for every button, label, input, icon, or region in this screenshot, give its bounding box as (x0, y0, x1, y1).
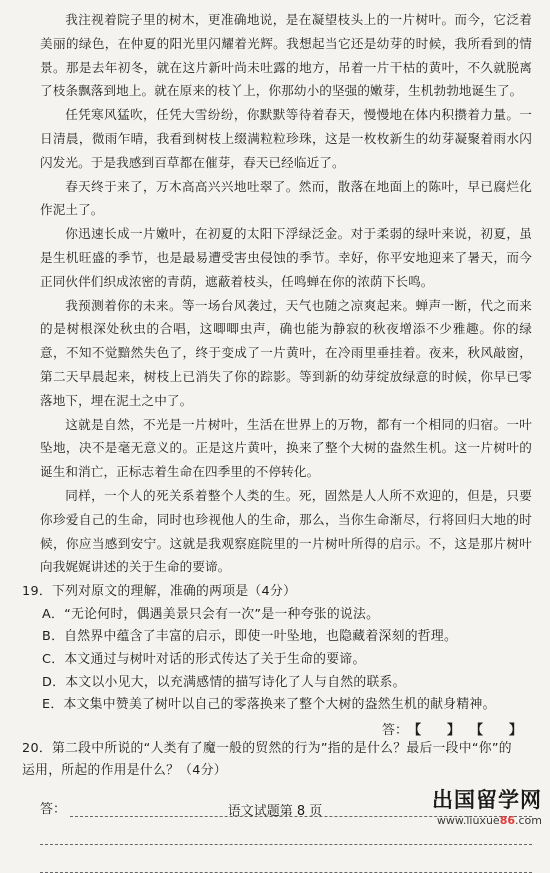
watermark-url: www.liuxue86.com (436, 814, 542, 827)
answer-bracket-2[interactable]: 【 】 (470, 722, 523, 738)
answer-label: 答： (40, 801, 67, 817)
site-watermark (432, 784, 542, 827)
question-19-answer (40, 719, 532, 738)
option-d: D．本文以小见大，以充满感情的描写诗化了人与自然的联系。 (42, 674, 406, 690)
passage-paragraph: 任凭寒风猛吹，任凭大雪纷纷，你默默等待着春天，慢慢地在体内积攒着力量。一日清晨，微雨乍晴，我看到树枝上缀满粒粒珍珠，这是一枚枚新生的幼芽凝聚着雨水闪闪发光。于是我感到百草都在催芽，春天已经临近了。 (40, 107, 532, 170)
question-20-stem: 20．第二段中所说的“人类有了魔一般的贸然的行为”指的是什么？最后一段中“你”的运用，所起的作用是什么？（4分） (22, 740, 512, 779)
answer-bracket-1[interactable]: 【 】 (408, 722, 461, 738)
passage-paragraph: 我预测着你的未来。等一场台风袭过，天气也随之凉爽起来。蝉声一断，代之而来的是树根深处秋虫的合唱，这唧唧虫声，确也能为静寂的秋夜增添不少雅趣。你的绿意，不知不觉黯然失色了，终于变成了一片黄叶，在冷雨里垂挂着。夜来，秋风敲窗，第二天早晨起来，树枝上已消失了你的踪影。等到新的幼芽绽放绿意的时候，你早已零落地下，埋在泥土之中了。 (40, 297, 532, 408)
passage-paragraph: 春天终于来了，万木高高兴兴地吐翠了。然而，散落在地面上的陈叶，早已腐烂化作泥土了。 (40, 178, 532, 218)
answer-line-row (40, 845, 532, 873)
answer-label: 答： (381, 722, 408, 738)
answer-line[interactable] (40, 843, 532, 845)
option-a: A．“无论何时，偶遇美景只会有一次”是一种夸张的说法。 (42, 606, 380, 622)
page-footer: 语文试题第 8 页 (227, 804, 323, 819)
question-19-stem: 19．下列对原文的理解，准确的两项是（4分） (22, 584, 297, 600)
passage-paragraph: 我注视着院子里的树木，更准确地说，是在凝望枝头上的一片树叶。而今，它泛着美丽的绿色，在仲夏的阳光里闪耀着光辉。我想起当它还是幼芽的时候，我所看到的情景。那是去年初冬，就在这片新叶尚未吐露的地方，吊着一片干枯的黄叶，不久就脱离了枝条飘落到地上。就在原来的枝丫上，你那幼小的坚强的嫩芽，生机勃勃地诞生了。 (40, 12, 532, 99)
passage-paragraph: 同样，一个人的死关系着整个人类的生。死，固然是人人所不欢迎的，但是，只要你珍爱自己的生命，同时也珍视他人的生命，那么，当你生命渐尽，行将回归大地的时候，你应当感到安宁。这就是我观察庭院里的一片树叶所得的启示。不，这是那片树叶向我娓娓讲述的关于生命的要谛。 (40, 487, 532, 575)
option-c: C．本文通过与树叶对话的形式传达了关于生命的要谛。 (42, 651, 366, 667)
option-e: E．本文集中赞美了树叶以自己的零落换来了整个大树的盎然生机的献身精神。 (42, 697, 496, 713)
reading-passage (40, 8, 532, 579)
passage-paragraph: 你迅速长成一片嫩叶，在初夏的太阳下浮绿泛金。对于柔弱的绿叶来说，初夏，虽是生机旺盛的季节，也是最易遭受害虫侵蚀的季节。幸好，你平安地迎来了暑天，而今正同伙伴们织成浓密的青荫，遮蔽着枝头，任鸣蝉在你的浓荫下长鸣。 (40, 226, 532, 289)
option-b: B．自然界中蕴含了丰富的启示，即使一叶坠地，也隐藏着深刻的哲理。 (42, 629, 458, 645)
exam-page (22, 8, 532, 873)
questions-section (22, 581, 532, 873)
passage-paragraph: 这就是自然，不光是一片树叶，生活在世界上的万物，都有一个相同的归宿。一叶坠地，决不是毫无意义的。正是这片黄叶，换来了整个大树的盎然生机。这一片树叶的诞生和消亡，正标志着生命在四季里的不停转化。 (40, 416, 532, 480)
watermark-title: 出国留学网 (432, 788, 542, 812)
